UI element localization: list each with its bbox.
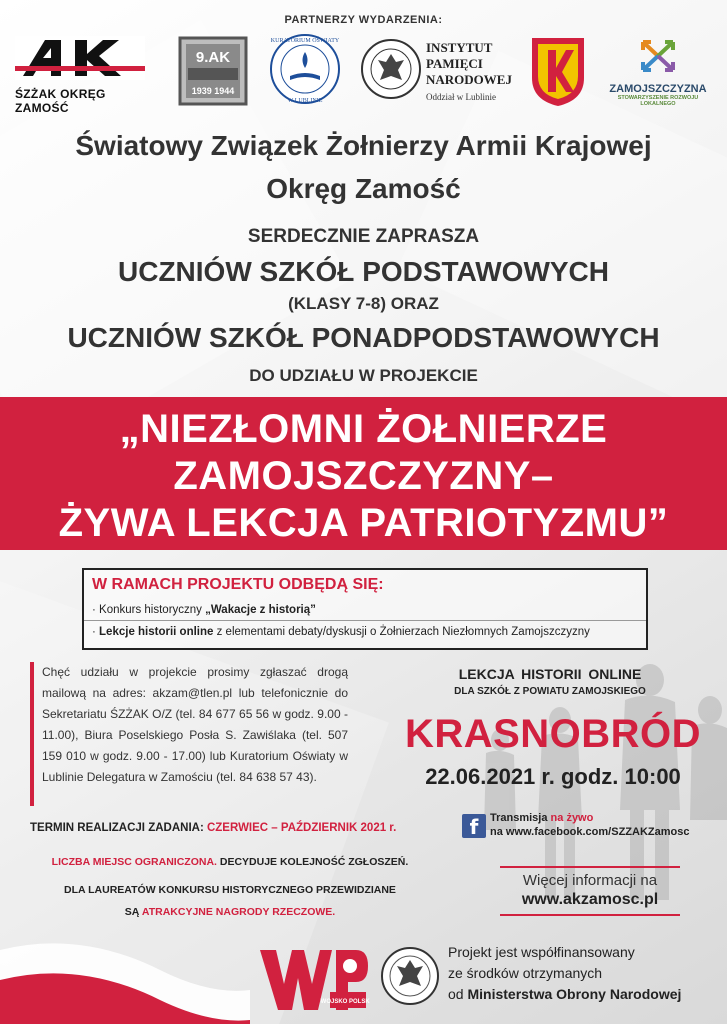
activity-name: „Wakacje z historią” <box>205 604 316 616</box>
funding-note <box>448 942 681 1005</box>
website-link[interactable]: www.akzamosc.pl <box>521 891 659 908</box>
zamojszczyzna-logo <box>602 36 714 108</box>
ipn-branch: Oddział w Lublinie <box>426 92 496 102</box>
eagle-seal-icon <box>360 38 422 100</box>
activity-text: z elementami debaty/dyskusji o Żołnierzach Niezłomnych Zamojszczyzny <box>213 626 590 638</box>
audience-classes: (KLASY 7-8) ORAZ <box>288 294 439 313</box>
project-title-line: ŻYWA LEKCJA PATRIOTYZMU” <box>58 501 669 545</box>
activity-bullet: · <box>92 626 100 638</box>
prizes-text: SĄ <box>124 906 142 918</box>
kuratorium-book-icon <box>268 32 342 106</box>
divider <box>84 620 646 621</box>
svg-text:1939 1944: 1939 1944 <box>191 86 235 96</box>
partners-title: PARTNERZY WYDARZENIA: <box>284 14 443 26</box>
stream-label <box>490 812 593 824</box>
ipn-name <box>426 40 512 88</box>
limited-places-note <box>30 856 430 868</box>
krasnobrod-coat-of-arms <box>528 34 588 108</box>
funding-prefix: od <box>448 986 468 1002</box>
limited-red-text: LICZBA MIEJSC OGRANICZONA. <box>51 856 217 868</box>
ipn-name-line: NARODOWEJ <box>426 72 512 87</box>
more-info-label: Więcej informacji na <box>522 872 658 889</box>
stream-live-text: na żywo <box>550 812 594 824</box>
prizes-note: DLA LAUREATÓW KONKURSU HISTORYCZNEGO PRZEWIDZIANE <box>64 884 396 896</box>
activity-item <box>92 626 590 638</box>
wp-emblem-icon <box>258 944 370 1018</box>
project-term <box>30 822 396 834</box>
audience-primary: UCZNIÓW SZKÓŁ PODSTAWOWYCH <box>118 256 609 287</box>
lesson-subtitle: DLA SZKÓŁ Z POWIATU ZAMOJSKIEGO <box>454 686 646 697</box>
project-activities-title: W RAMACH PROJEKTU ODBĘDĄ SIĘ: <box>92 576 384 593</box>
facebook-icon: f <box>462 814 486 838</box>
organization-district: Okręg Zamość <box>266 173 461 204</box>
audience-secondary: UCZNIÓW SZKÓŁ PONADPODSTAWOWYCH <box>67 322 660 353</box>
funding-line <box>448 984 681 1005</box>
contact-text: Chęć udziału w projekcie prosimy zgłaszać drogą mailową na adres: akzam@tlen.pl lub telefonicznie do Sekretariatu ŚZŻAK O/Z (tel. 84 677 65 56 w godz. 9.00 - 11.00), Biura Poselskiego Posła S. Zawiślaka (tel. 507 159 010 w godz. 9.00 - 17.00) lub Kuratorium Oświaty w Lublinie Delegatura w Zamościu (tel. 84 638 57 43). <box>42 665 348 784</box>
ak9-badge-icon <box>178 36 248 106</box>
polish-flag-wave <box>0 930 250 1024</box>
project-title-band <box>0 397 727 550</box>
kuratorium-logo <box>268 32 342 106</box>
ipn-name-line: PAMIĘCI <box>426 56 483 71</box>
lesson-date: 22.06.2021 r. godz. 10:00 <box>425 764 681 789</box>
zamojszczyzna-subtitle: STOWARZYSZENIE ROZWOJU LOKALNEGO <box>617 95 699 107</box>
prizes-red-text: ATRAKCYJNE NAGRODY RZECZOWE. <box>141 906 336 918</box>
invitation-line: SERDECZNIE ZAPRASZA <box>247 226 480 247</box>
activity-name: Lekcje historii online <box>99 626 214 638</box>
ak9-badge-logo <box>178 36 248 106</box>
participation-line: DO UDZIAŁU W PROJEKCIE <box>249 366 478 385</box>
activity-text: · Konkurs historyczny <box>92 604 206 616</box>
facebook-stream-info <box>462 812 722 842</box>
funding-ministry: Ministerstwa Obrony Narodowej <box>467 986 682 1002</box>
wojsko-polskie-logo <box>258 944 370 1018</box>
svg-text:9.AK: 9.AK <box>195 49 231 66</box>
term-label: TERMIN REALIZACJI ZADANIA: <box>30 822 207 834</box>
organization-name: Światowy Związek Żołnierzy Armii Krajowej <box>75 130 652 161</box>
svg-text:W LUBLINIE: W LUBLINIE <box>287 98 323 104</box>
limited-text: DECYDUJE KOLEJNOŚĆ ZGŁOSZEŃ. <box>216 856 409 868</box>
ipn-name-line: INSTYTUT <box>426 40 493 55</box>
term-value: CZERWIEC – PAŹDZIERNIK 2021 r. <box>206 822 397 834</box>
svg-text:WOJSKO POLSKIE: WOJSKO POLSKIE <box>320 999 370 1005</box>
arrows-icon <box>633 36 683 76</box>
prizes-note <box>20 906 440 918</box>
ak-anchor-icon <box>15 36 145 80</box>
more-info-box <box>500 866 680 916</box>
project-activities-box <box>82 568 648 650</box>
mon-eagle-seal <box>380 940 440 1018</box>
zamojszczyzna-name: ZAMOJSZCZYZNA <box>609 83 707 95</box>
szzak-caption: ŚZŻAK OKRĘG ZAMOŚĆ <box>15 87 106 115</box>
facebook-url: na www.facebook.com/SZZAKZamosc <box>490 826 690 838</box>
contact-info <box>30 662 348 806</box>
project-title-line: „NIEZŁOMNI ŻOŁNIERZE <box>119 407 608 451</box>
funding-line: Projekt jest współfinansowany <box>448 944 635 960</box>
activity-item <box>92 604 316 616</box>
partner-logos <box>10 32 717 115</box>
ipn-logo <box>360 34 520 108</box>
lesson-city: KRASNOBRÓD <box>404 712 702 756</box>
coat-of-arms-icon <box>528 34 588 108</box>
svg-text:KURATORIUM OŚWIATY: KURATORIUM OŚWIATY <box>270 38 340 44</box>
stream-label-text: Transmisja <box>490 812 551 824</box>
project-title-line: ZAMOJSZCZYZNY– <box>173 454 554 498</box>
szzak-logo <box>15 36 155 115</box>
lesson-title: LEKCJA HISTORII ONLINE <box>458 666 642 682</box>
funding-line: ze środków otrzymanych <box>448 965 603 981</box>
